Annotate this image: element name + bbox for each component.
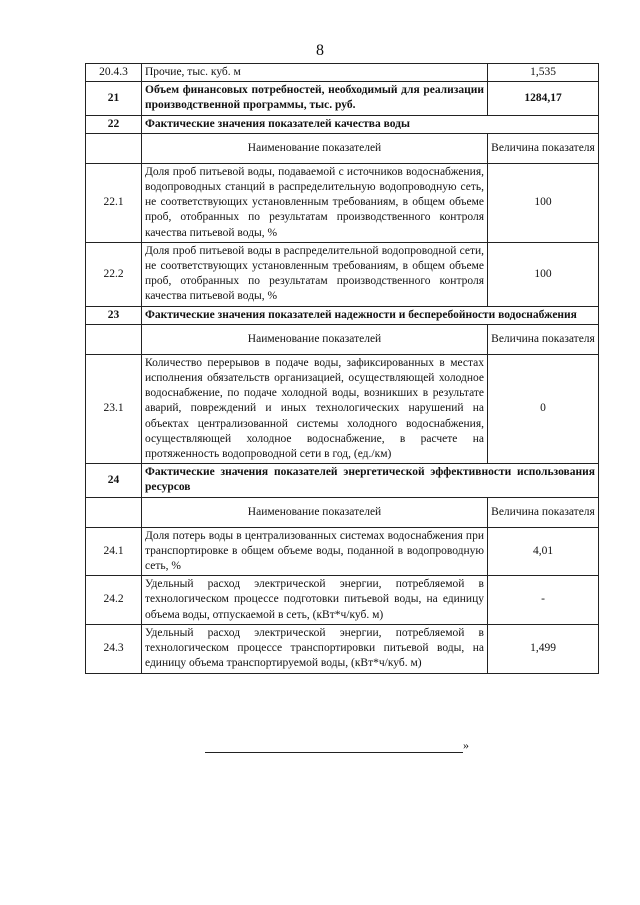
column-header-name: Наименование показателей	[142, 133, 488, 163]
table-row	[86, 624, 599, 673]
column-header-name: Наименование показателей	[142, 324, 488, 354]
row-value: 1284,17	[488, 82, 599, 115]
row-number: 22.1	[86, 163, 142, 242]
row-number: 22.2	[86, 242, 142, 306]
row-value: 100	[488, 163, 599, 242]
closing-quote: »	[463, 738, 469, 752]
row-name: Прочие, тыс. куб. м	[142, 64, 488, 82]
table-row	[86, 576, 599, 625]
row-value: 1,499	[488, 624, 599, 673]
row-number: 23.1	[86, 354, 142, 463]
table-row	[86, 354, 599, 463]
row-number: 20.4.3	[86, 64, 142, 82]
column-header-value: Величина показателя	[488, 133, 599, 163]
header-row	[86, 133, 599, 163]
row-name: Количество перерывов в подаче воды, зафиксированных в местах исполнения обязательств организацией, осуществляющей холодное водоснабжение, по подаче холодной воды, возникших в результате аварий, повреждений и иных технологических нарушений на объектах централизованной системы холодного водоснабжения, осуществляющей холодное водоснабжение, в расчете на протяженность водопроводной сети в год, (ед./км)	[142, 354, 488, 463]
empty-cell	[86, 324, 142, 354]
section-number: 24	[86, 464, 142, 497]
row-value: 100	[488, 242, 599, 306]
empty-cell	[86, 133, 142, 163]
table-row	[86, 527, 599, 576]
row-name: Доля проб питьевой воды в распределительной водопроводной сети, не соответствующих установленным требованиям, в общем объеме проб, отобранных по результатам производственного контроля качества питьевой воды, %	[142, 242, 488, 306]
header-row	[86, 324, 599, 354]
section-row	[86, 306, 599, 324]
section-row	[86, 115, 599, 133]
row-value: 0	[488, 354, 599, 463]
row-name: Удельный расход электрической энергии, потребляемой в технологическом процессе транспортировки питьевой воды, на единицу объема транспортируемой воды, (кВт*ч/куб. м)	[142, 624, 488, 673]
section-row	[86, 464, 599, 497]
closing-line	[205, 738, 477, 753]
row-value: -	[488, 576, 599, 625]
table-row	[86, 82, 599, 115]
section-title: Фактические значения показателей надежности и бесперебойности водоснабжения	[142, 306, 599, 324]
section-title: Фактические значения показателей качества воды	[142, 115, 599, 133]
empty-cell	[86, 497, 142, 527]
row-name: Доля проб питьевой воды, подаваемой с источников водоснабжения, водопроводных станций в распределительную водопроводную сеть, не соответствующих установленным требованиям, в общем объеме проб, отобранных по результатам производственного контроля качества питьевой воды, %	[142, 163, 488, 242]
section-number: 22	[86, 115, 142, 133]
column-header-value: Величина показателя	[488, 324, 599, 354]
row-number: 24.2	[86, 576, 142, 625]
header-row	[86, 497, 599, 527]
row-number: 24.1	[86, 527, 142, 576]
table-row	[86, 242, 599, 306]
table-row	[86, 163, 599, 242]
section-number: 23	[86, 306, 142, 324]
page-number: 8	[316, 42, 324, 59]
row-name: Доля потерь воды в централизованных системах водоснабжения при транспортировке в общем объеме воды, поданной в водопроводную сеть, %	[142, 527, 488, 576]
indicators-table	[85, 63, 599, 674]
column-header-name: Наименование показателей	[142, 497, 488, 527]
row-value: 4,01	[488, 527, 599, 576]
row-name: Удельный расход электрической энергии, потребляемой в технологическом процессе подготовки питьевой воды, на единицу объема воды, отпускаемой в сеть, (кВт*ч/куб. м)	[142, 576, 488, 625]
row-value: 1,535	[488, 64, 599, 82]
section-title: Фактические значения показателей энергетической эффективности использования ресурсов	[142, 464, 599, 497]
row-number: 21	[86, 82, 142, 115]
table-row	[86, 64, 599, 82]
row-number: 24.3	[86, 624, 142, 673]
signature-underline	[205, 742, 463, 753]
column-header-value: Величина показателя	[488, 497, 599, 527]
row-name: Объем финансовых потребностей, необходимый для реализации производственной программы, тыс. руб.	[142, 82, 488, 115]
